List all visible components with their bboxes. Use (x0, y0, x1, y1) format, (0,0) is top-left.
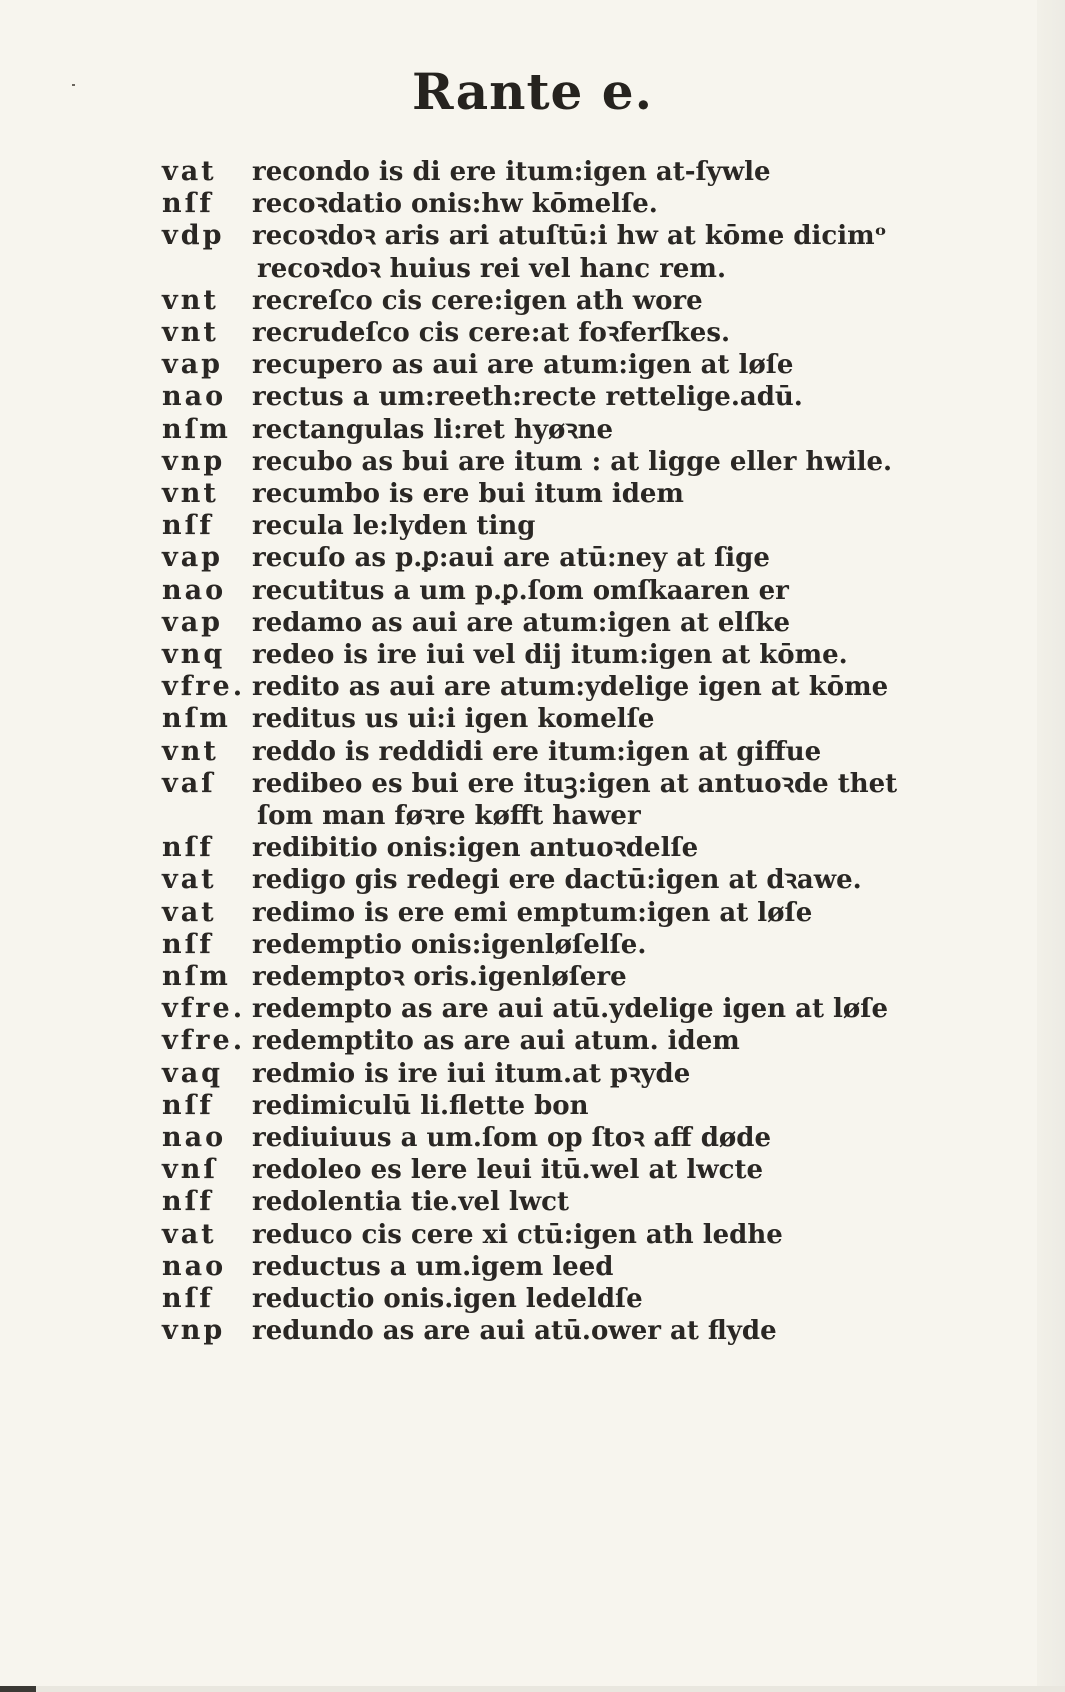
entry-grammar-code: vfre. (162, 993, 246, 1024)
entry-row (0, 219, 1065, 253)
entry-row (0, 284, 1065, 318)
entry-grammar-code: nſf (162, 1186, 214, 1217)
entry-grammar-code: vnt (162, 285, 219, 316)
entry-grammar-code: nao (162, 575, 227, 606)
entry-grammar-code: vnt (162, 736, 219, 767)
entry-row (0, 1282, 1065, 1316)
entry-definition: redmio is ire iui itum.at pꝛyde (252, 1059, 691, 1089)
entry-definition: recondo is di ere itum:igen at-ſywle (252, 157, 771, 187)
entry-row (0, 799, 1065, 833)
page-heading: Rante e. (412, 62, 653, 121)
entry-definition: recreſco cis cere:igen ath wore (252, 286, 703, 316)
entry-grammar-code: vaſ (162, 768, 216, 799)
entry-row (0, 670, 1065, 704)
entry-definition: redemptito as are aui atum. idem (252, 1026, 740, 1056)
entry-row (0, 896, 1065, 930)
entry-grammar-code: vap (162, 349, 224, 380)
entry-definition: redimo is ere emi emptum:igen at løſe (252, 898, 813, 928)
entry-grammar-code: vnq (162, 639, 226, 670)
entry-grammar-code: nao (162, 1122, 227, 1153)
entry-grammar-code: nſf (162, 1090, 214, 1121)
entry-definition: redamo as aui are atum:igen at elſke (252, 608, 791, 638)
entry-row (0, 1121, 1065, 1155)
entry-row (0, 1024, 1065, 1058)
entry-definition: redemptio onis:igenløſelſe. (252, 930, 647, 960)
entry-grammar-code: nſf (162, 510, 214, 541)
entry-row (0, 413, 1065, 447)
entry-row (0, 541, 1065, 575)
entry-grammar-code: vap (162, 607, 224, 638)
entry-row (0, 606, 1065, 640)
entry-row (0, 702, 1065, 736)
entry-definition: redemptoꝛ oris.igenløſere (252, 962, 627, 992)
entry-row (0, 928, 1065, 962)
entry-definition: redoleo es lere leui itū.wel at lwcte (252, 1155, 764, 1185)
entry-definition: rediuiuus a um.ſom op ſtoꝛ aff døde (252, 1123, 771, 1153)
entry-grammar-code: vdp (162, 220, 225, 251)
entry-grammar-code: vnp (162, 446, 226, 477)
entry-definition: ſom man føꝛre køfft hawer (257, 801, 641, 831)
entry-row (0, 1057, 1065, 1091)
entry-definition: redempto as are aui atū.ydelige igen at løſe (252, 994, 888, 1024)
entry-row (0, 155, 1065, 189)
entry-row (0, 574, 1065, 608)
entry-row (0, 1185, 1065, 1219)
entry-grammar-code: vat (162, 1219, 217, 1250)
entry-grammar-code: nſm (162, 703, 231, 734)
entry-definition: recula le:lyden ting (252, 511, 536, 541)
entry-row (0, 348, 1065, 382)
entry-grammar-code: nſm (162, 961, 231, 992)
entry-grammar-code: vnt (162, 478, 219, 509)
entry-grammar-code: vnſ (162, 1154, 218, 1185)
entry-row (0, 735, 1065, 769)
entry-definition: redeo is ire iui vel dij itum:igen at kōme. (252, 640, 848, 670)
entry-row (0, 863, 1065, 897)
entry-definition: recoꝛdoꝛ aris ari atuſtū:i hw at kōme dicimᵒ (252, 221, 887, 251)
entry-row (0, 1089, 1065, 1123)
entry-row (0, 477, 1065, 511)
entry-row (0, 445, 1065, 479)
entry-definition: rectangulas li:ret hyøꝛne (252, 415, 614, 445)
entry-definition: reditus us ui:i igen komelſe (252, 704, 655, 734)
entry-row (0, 960, 1065, 994)
entry-definition: reductus a um.igem leed (252, 1252, 614, 1282)
entry-definition: recoꝛdatio onis:hw kōmelſe. (252, 189, 658, 219)
entry-definition: reddo is reddidi ere itum:igen at giffue (252, 737, 822, 767)
entry-row (0, 509, 1065, 543)
entry-definition: redibeo es bui ere ituꝫ:igen at antuoꝛde thet (252, 769, 898, 799)
entry-grammar-code: vfre. (162, 1025, 246, 1056)
entry-row (0, 316, 1065, 350)
entry-grammar-code: vap (162, 542, 224, 573)
entry-grammar-code: nao (162, 1251, 227, 1282)
entry-row (0, 1218, 1065, 1252)
entry-definition: recutitus a um p.ꝑ.ſom omſkaaren er (252, 576, 789, 606)
entry-definition: rectus a um:reeth:recte rettelige.adū. (252, 382, 803, 412)
entry-definition: redimiculū li.flette bon (252, 1091, 589, 1121)
entry-grammar-code: nſf (162, 832, 214, 863)
entry-definition: recupero as aui are atum:igen at løſe (252, 350, 794, 380)
entry-row (0, 767, 1065, 801)
entry-row (0, 1250, 1065, 1284)
entry-row (0, 1153, 1065, 1187)
entry-grammar-code: vfre. (162, 671, 246, 702)
entry-grammar-code: vat (162, 156, 217, 187)
entry-definition: redito as aui are atum:ydelige igen at kōme (252, 672, 889, 702)
entry-grammar-code: vat (162, 864, 217, 895)
entry-grammar-code: vat (162, 897, 217, 928)
entry-definition: recubo as bui are itum : at ligge eller hwile. (252, 447, 893, 477)
entry-row (0, 831, 1065, 865)
entry-grammar-code: nſf (162, 929, 214, 960)
entry-row (0, 638, 1065, 672)
entry-definition: reductio onis.igen ledeldſe (252, 1284, 643, 1314)
entry-grammar-code: nſf (162, 1283, 214, 1314)
entry-definition: recoꝛdoꝛ huius rei vel hanc rem. (257, 254, 726, 284)
entry-grammar-code: nſf (162, 188, 214, 219)
entry-grammar-code: vaq (162, 1058, 224, 1089)
entry-grammar-code: nſm (162, 414, 231, 445)
entry-row (0, 187, 1065, 221)
entry-row (0, 252, 1065, 286)
entry-definition: redibitio onis:igen antuoꝛdelſe (252, 833, 699, 863)
entry-row (0, 1314, 1065, 1348)
entry-row (0, 380, 1065, 414)
entry-grammar-code: nao (162, 381, 227, 412)
entry-definition: reduco cis cere xi ctū:igen ath ledhe (252, 1220, 783, 1250)
entry-grammar-code: vnt (162, 317, 219, 348)
entry-definition: recumbo is ere bui itum idem (252, 479, 684, 509)
entry-grammar-code: vnp (162, 1315, 226, 1346)
entry-definition: redundo as are aui atū.ower at flyde (252, 1316, 777, 1346)
entry-row (0, 992, 1065, 1026)
entry-definition: recrudeſco cis cere:at foꝛferſkes. (252, 318, 731, 348)
entry-definition: redigo gis redegi ere dactū:igen at dꝛawe. (252, 865, 862, 895)
entry-definition: recuſo as p.ꝑ:aui are atū:ney at ſige (252, 543, 770, 573)
entry-definition: redolentia tie.vel lwct (252, 1187, 570, 1217)
